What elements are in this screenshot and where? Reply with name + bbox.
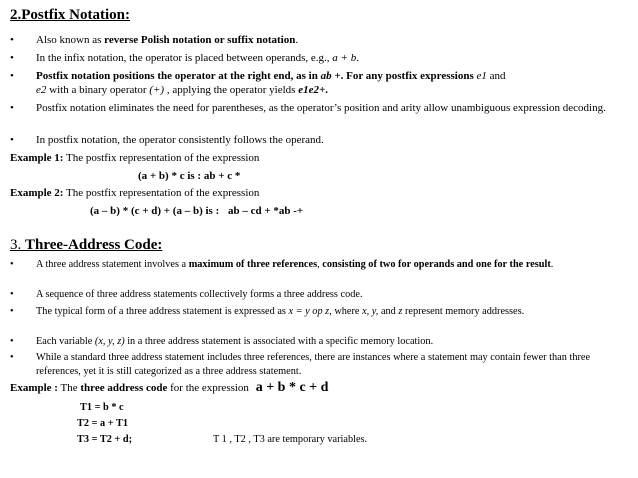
- bullet-marker: •: [10, 134, 14, 146]
- postfix-bullet-4: Postfix notation eliminates the need for parentheses, as the operator’s position and arity allow unambiguous expression decoding.: [36, 102, 606, 114]
- example-1: Example 1: The postfix representation of the expression: [10, 152, 260, 164]
- bullet-marker: •: [10, 102, 14, 114]
- bullet-marker: •: [10, 52, 14, 64]
- bullet-marker: •: [10, 336, 14, 347]
- code-line-3: T3 = T2 + d;: [77, 434, 133, 445]
- tac-bullet-5: While a standard three address statement includes three references, there are instances where a statement may contain fewer than three references, yet it is still categorized as a three address statement.: [36, 352, 591, 377]
- postfix-bullet-3: Postfix notation positions the operator at the right end, as in ab +. For any postfix expressions e1 and e2 with a binary operator (+) , applying the operator yields e1e2+.: [36, 70, 506, 96]
- postfix-bullet-2: In the infix notation, the operator is placed between operands, e.g., a + b.: [36, 52, 359, 64]
- bullet-marker: •: [10, 70, 14, 82]
- bullet-marker: •: [10, 259, 14, 270]
- code-line-1: T1 = b * c: [80, 402, 124, 413]
- bullet-marker: •: [10, 34, 14, 46]
- postfix-heading: 2.Postfix Notation:: [10, 7, 130, 23]
- bullet-marker: •: [10, 352, 14, 363]
- bullet-marker: •: [10, 289, 14, 300]
- postfix-bullet-1: Also known as reverse Polish notation or suffix notation.: [36, 34, 299, 46]
- example-1-expression: (a + b) * c is : ab + c *: [138, 170, 241, 182]
- tac-bullet-3: The typical form of a three address statement is expressed as x = y op z, where x, y, and z represent memory addresses.: [36, 306, 525, 317]
- tac-bullet-2: A sequence of three address statements collectively forms a three address code.: [36, 289, 363, 300]
- temporary-variables-note: T 1 , T2 , T3 are temporary variables.: [213, 434, 368, 445]
- bullet-marker: •: [10, 306, 14, 317]
- tac-example: Example : The three address code for the expression a + b * c + d: [10, 380, 329, 395]
- three-address-heading: 3. Three-Address Code:: [10, 237, 163, 253]
- example-2-expression: (a – b) * (c + d) + (a – b) is : ab – cd + *ab -+: [90, 205, 304, 217]
- tac-bullet-1: A three address statement involves a maximum of three references, consisting of two for operands and one for the result.: [36, 259, 554, 270]
- postfix-bullet-5: In postfix notation, the operator consistently follows the operand.: [36, 134, 324, 146]
- tac-bullet-4: Each variable (x, y, z) in a three address statement is associated with a specific memory location.: [36, 336, 434, 347]
- code-line-2: T2 = a + T1: [77, 418, 129, 429]
- example-2: Example 2: The postfix representation of the expression: [10, 187, 260, 199]
